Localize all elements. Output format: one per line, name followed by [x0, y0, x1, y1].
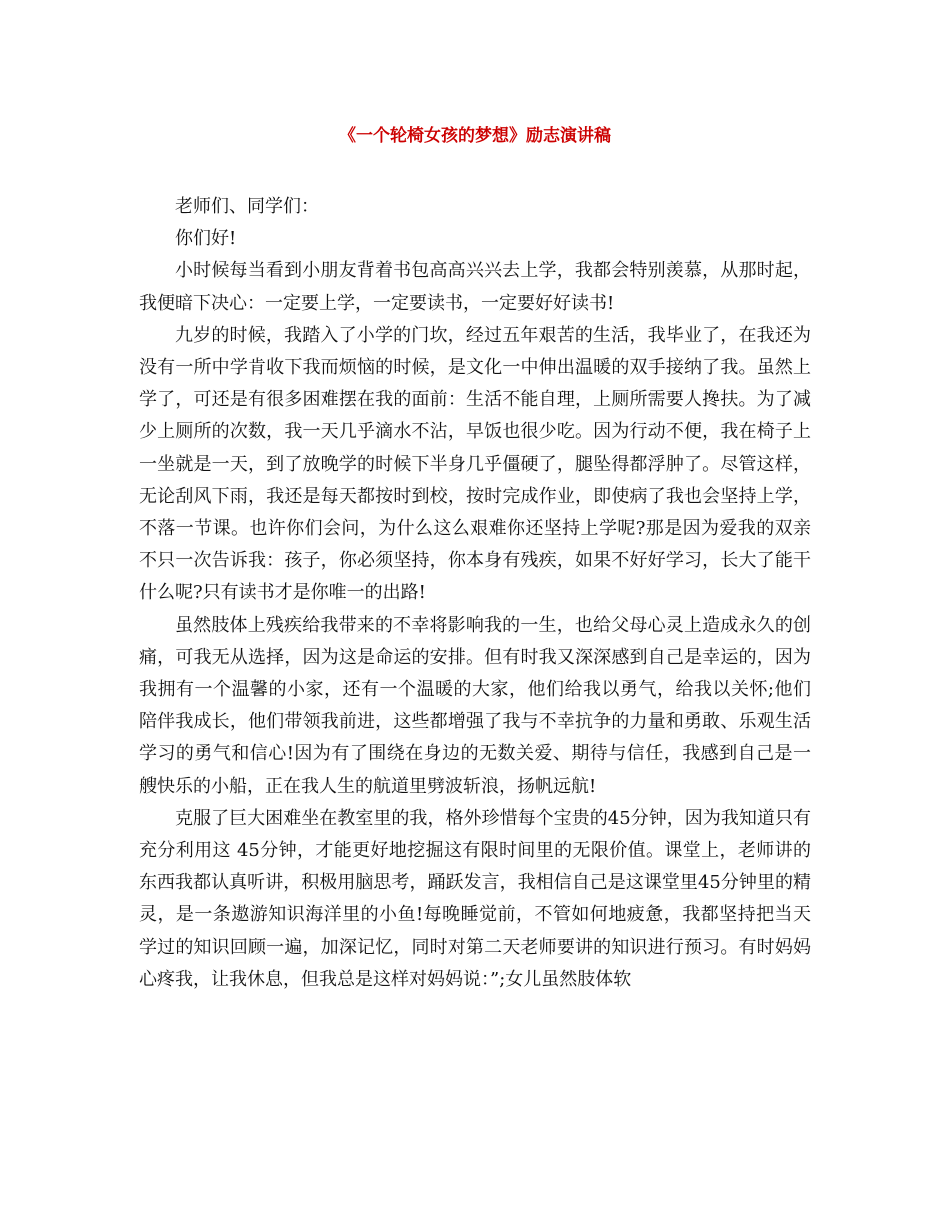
document-title: 《一个轮椅女孩的梦想》励志演讲稿 [339, 126, 611, 146]
body-paragraph: 克服了巨大困难坐在教室里的我，格外珍惜每个宝贵的45分钟，因为我知道只有充分利用这 45分钟，才能更好地挖掘这有限时间里的无限价值。课堂上，老师讲的东西我都认真听讲，积极用脑思考，踊跃发言，我相信自己是这课堂里45分钟里的精灵，是一条遨游知识海洋里的小鱼!每晚睡觉前，不管如何地疲惫，我都坚持把当天学过的知识回顾一遍，加深记忆，同时对第二天老师要讲的知识进行预习。有时妈妈心疼我，让我休息，但我总是这样对妈妈说：”;女儿虽然肢体软 [139, 807, 811, 990]
salutation-paragraph: 老师们、同学们： [175, 196, 319, 217]
body-paragraph: 九岁的时候，我踏入了小学的门坎，经过五年艰苦的生活，我毕业了，在我还为没有一所中学肯收下我而烦恼的时候，是文化一中伸出温暖的双手接纳了我。虽然上学了，可还是有很多困难摆在我的面前：生活不能自理，上厕所需要人搀扶。为了减少上厕所的次数，我一天几乎滴水不沾，早饭也很少吃。因为行动不便，我在椅子上一坐就是一天，到了放晚学的时候下半身几乎僵硬了，腿坠得都浮肿了。尽管这样，无论刮风下雨，我还是每天都按时到校，按时完成作业，即使病了我也会坚持上学，不落一节课。也许你们会问，为什么这么艰难你还坚持上学呢?那是因为爱我的双亲不只一次告诉我：孩子，你必须坚持，你本身有残疾，如果不好好学习，长大了能干什么呢?只有读书才是你唯一的出路! [139, 324, 811, 604]
greeting-paragraph: 你们好! [175, 228, 237, 250]
document-body [139, 191, 811, 996]
body-paragraph: 虽然肢体上残疾给我带来的不幸将影响我的一生，也给父母心灵上造成永久的创痛，可我无从选择，因为这是命运的安排。但有时我又深深感到自己是幸运的，因为我拥有一个温馨的小家，还有一个温暖的大家，他们给我以勇气，给我以关怀;他们陪伴我成长，他们带领我前进，这些都增强了我与不幸抗争的力量和勇敢、乐观生活学习的勇气和信心!因为有了围绕在身边的无数关爱、期待与信任，我感到自己是一艘快乐的小船，正在我人生的航道里劈波斩浪，扬帆远航! [139, 614, 811, 797]
body-paragraph: 小时候每当看到小朋友背着书包高高兴兴去上学，我都会特别羡慕，从那时起，我便暗下决心：一定要上学，一定要读书，一定要好好读书! [139, 260, 811, 314]
